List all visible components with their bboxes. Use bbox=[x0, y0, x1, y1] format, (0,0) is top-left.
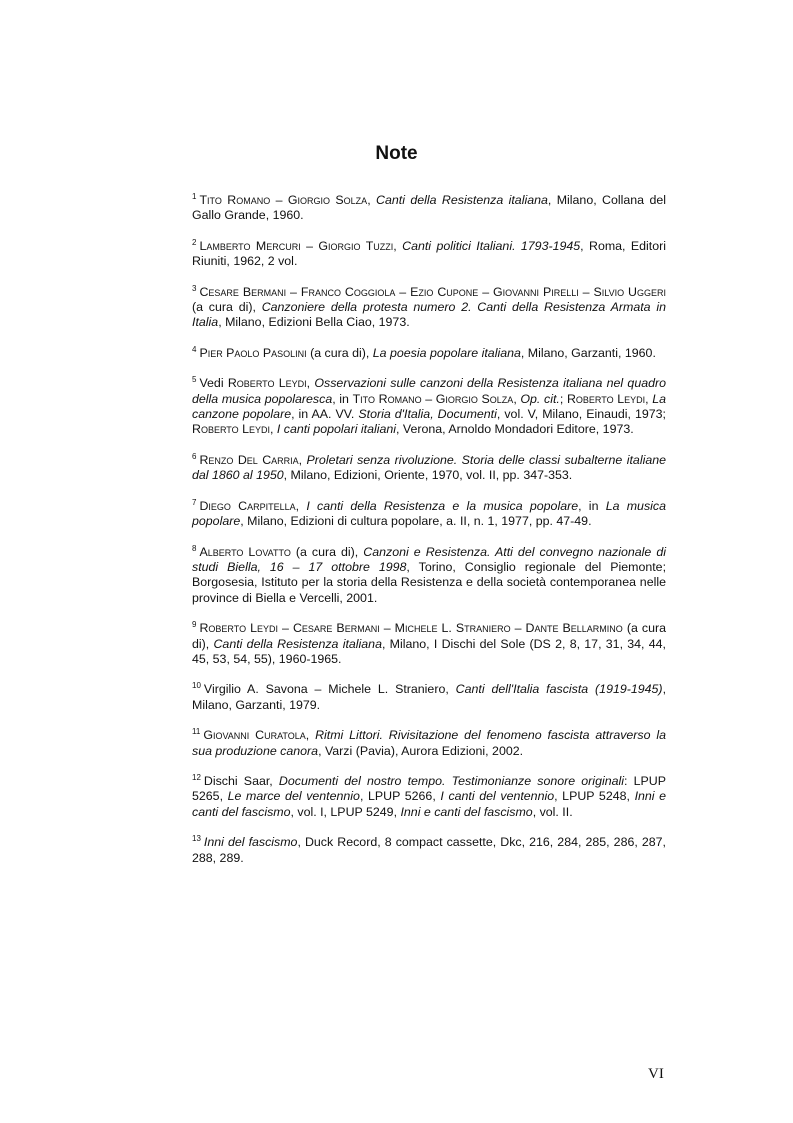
page-title: Note bbox=[375, 143, 418, 164]
work-title: Canti dell'Italia fascista (1919-1945) bbox=[455, 682, 663, 697]
footnote-text: (a cura di), bbox=[192, 300, 262, 315]
footnote-text: , Milano, Edizioni Bella Ciao, 1973. bbox=[218, 315, 410, 330]
author-name: Roberto Leydi – Cesare Bermani – Michele L. Straniero – Dante Bellarmino bbox=[199, 621, 623, 636]
work-title: Canti della Resistenza italiana bbox=[213, 636, 382, 651]
footnote-number: 1 bbox=[192, 192, 197, 201]
work-title: Le marce del ventennio bbox=[227, 789, 360, 804]
footnote-number: 11 bbox=[192, 727, 201, 737]
work-title: I canti popolari italiani bbox=[276, 422, 397, 437]
footnote-text: , in AA. VV. bbox=[291, 407, 359, 422]
footnote-number: 5 bbox=[192, 375, 197, 385]
footnote bbox=[192, 682, 666, 713]
footnote-text: , bbox=[367, 193, 377, 207]
author-name: Diego Carpitella bbox=[199, 498, 296, 513]
footnote-text: , Milano, Edizioni, Oriente, 1970, vol. II, pp. 347-353. bbox=[283, 468, 573, 483]
footnote-text: , bbox=[305, 728, 316, 743]
author-name: Roberto Leydi bbox=[566, 391, 646, 406]
footnote-text: (a cura di), bbox=[290, 544, 364, 559]
footnote-text: , Torino, Consiglio regionale del Piemonte; Borgosesia, Istituto per la storia della Resistenza e della società contemporanea nelle province di Biella e Vercelli, 2001. bbox=[192, 559, 667, 605]
work-title: Inni e canti del fascismo bbox=[400, 804, 533, 819]
footnote-text: , LPUP 5248, bbox=[554, 789, 635, 804]
footnote-text: , bbox=[306, 376, 315, 391]
footnote-text: Virgilio A. Savona – Michele L. Straniero, bbox=[203, 682, 456, 697]
footnote-number: 7 bbox=[192, 497, 197, 507]
footnote-number: 2 bbox=[192, 237, 197, 247]
footnote bbox=[192, 621, 666, 667]
work-title: Proletari senza rivoluzione. Storia delle classi subalterne italiane dal 1860 al 1950 bbox=[192, 452, 666, 483]
footnote bbox=[192, 285, 666, 331]
footnote-text: , vol. I, LPUP 5249, bbox=[290, 804, 401, 819]
footnote-number: 4 bbox=[192, 344, 197, 354]
footnote-text: , Duck Record, 8 compact cassette, Dkc, 216, 284, 285, 286, 287, 288, 289. bbox=[192, 835, 666, 865]
work-title: Ritmi Littori. Rivisitazione del fenomeno fascista attraverso la sua produzione canora bbox=[192, 728, 667, 758]
footnote-text: : LPUP 5265, bbox=[192, 773, 666, 804]
footnote-text: , Milano, Edizioni di cultura popolare, a. II, n. 1, 1977, pp. 47-49. bbox=[240, 514, 592, 529]
footnote-text: Dischi Saar, bbox=[203, 773, 279, 788]
author-name: Cesare Bermani – Franco Coggiola – Ezio Cupone – Giovanni Pirelli – Silvio Uggeri bbox=[199, 284, 666, 299]
footnote-text: , bbox=[298, 452, 307, 467]
footnote bbox=[192, 453, 666, 484]
footnote-text: , bbox=[269, 422, 277, 437]
footnote-text: , LPUP 5266, bbox=[359, 789, 441, 804]
author-name: Giovanni Curatola bbox=[203, 728, 306, 743]
footnote-text: , in bbox=[578, 498, 606, 513]
author-name: Roberto Leydi bbox=[227, 376, 307, 391]
footnote-text: , bbox=[393, 238, 403, 253]
work-title: Storia d'Italia, Documenti bbox=[358, 407, 497, 422]
author-name: Alberto Lovatto bbox=[199, 544, 291, 559]
footnote-text: , Roma, Editori Riuniti, 1962, 2 vol. bbox=[192, 238, 667, 269]
footnote-text: , Verona, Arnoldo Mondadori Editore, 1973. bbox=[396, 422, 634, 437]
footnote-number: 8 bbox=[192, 543, 197, 553]
footnote bbox=[192, 193, 666, 224]
footnote bbox=[192, 774, 666, 820]
author-name: Renzo Del Carria bbox=[199, 452, 299, 467]
footnote-text: , Milano, Collana del Gallo Grande, 1960. bbox=[192, 193, 666, 223]
footnote-text: , bbox=[295, 498, 307, 513]
author-name: Tito Romano – Giorgio Solza bbox=[352, 391, 514, 406]
footnote-number: 3 bbox=[192, 283, 197, 293]
work-title: Op. cit. bbox=[520, 391, 560, 406]
footnote-text: , Varzi (Pavia), Aurora Edizioni, 2002. bbox=[318, 743, 524, 758]
work-title: Canzoniere della protesta numero 2. Canti della Resistenza Armata in Italia bbox=[192, 300, 666, 330]
footnote-text: , Milano, I Dischi del Sole (DS 2, 8, 17, 31, 34, 44, 45, 53, 54, 55), 1960-1965. bbox=[192, 636, 666, 666]
footnote bbox=[192, 835, 666, 866]
footnote bbox=[192, 545, 666, 607]
footnote bbox=[192, 728, 666, 759]
footnote-number: 12 bbox=[192, 772, 201, 782]
work-title: Osservazioni sulle canzoni della Resistenza italiana nel quadro della musica popolaresca bbox=[192, 376, 667, 406]
work-title: Inni del fascismo bbox=[203, 835, 298, 850]
author-name: Tito Romano – Giorgio Solza bbox=[199, 193, 368, 207]
footnote bbox=[192, 499, 666, 530]
work-title: La poesia popolare italiana bbox=[372, 345, 521, 360]
footnote bbox=[192, 346, 666, 361]
footnote bbox=[192, 239, 666, 270]
work-title: I canti della Resistenza e la musica popolare bbox=[306, 498, 579, 513]
footnote-number: 6 bbox=[192, 451, 197, 461]
footnote-text: , vol. II. bbox=[532, 804, 573, 819]
work-title: Documenti del nostro tempo. Testimonianze sonore originali bbox=[278, 773, 624, 788]
author-name: Roberto Leydi bbox=[192, 422, 270, 437]
author-name: Lamberto Mercuri – Giorgio Tuzzi bbox=[199, 238, 394, 253]
footnote-number: 13 bbox=[192, 834, 201, 844]
page-number: VI bbox=[648, 1066, 664, 1082]
footnote bbox=[192, 376, 666, 438]
footnote-number: 9 bbox=[192, 620, 197, 630]
notes-list bbox=[192, 193, 666, 881]
footnote-text: , bbox=[645, 391, 653, 406]
work-title: La musica popolare bbox=[192, 498, 666, 529]
footnote-number: 10 bbox=[192, 681, 201, 691]
work-title: Canti politici Italiani. 1793-1945 bbox=[402, 238, 581, 253]
footnote-text: , in bbox=[332, 391, 353, 406]
work-title: Inni e canti del fascismo bbox=[192, 789, 667, 819]
footnote-text: (a cura di), bbox=[306, 345, 373, 360]
work-title: Canzoni e Resistenza. Atti del convegno nazionale di studi Biella, 16 – 17 ottobre 1998 bbox=[192, 544, 666, 574]
footnote-text: , vol. V, Milano, Einaudi, 1973; bbox=[496, 407, 667, 422]
author-name: Pier Paolo Pasolini bbox=[199, 345, 307, 360]
footnote-text: , bbox=[513, 391, 521, 406]
work-title: La canzone popolare bbox=[192, 391, 667, 422]
footnote-text: , Milano, Garzanti, 1979. bbox=[192, 682, 667, 712]
work-title: I canti del ventennio bbox=[440, 789, 555, 804]
work-title: Canti della Resistenza italiana bbox=[376, 193, 548, 207]
footnote-text: ; bbox=[559, 391, 567, 406]
footnote-text: (a cura di), bbox=[192, 621, 666, 651]
footnote-text: , Milano, Garzanti, 1960. bbox=[520, 345, 656, 360]
footnote-text: Vedi bbox=[199, 376, 228, 391]
